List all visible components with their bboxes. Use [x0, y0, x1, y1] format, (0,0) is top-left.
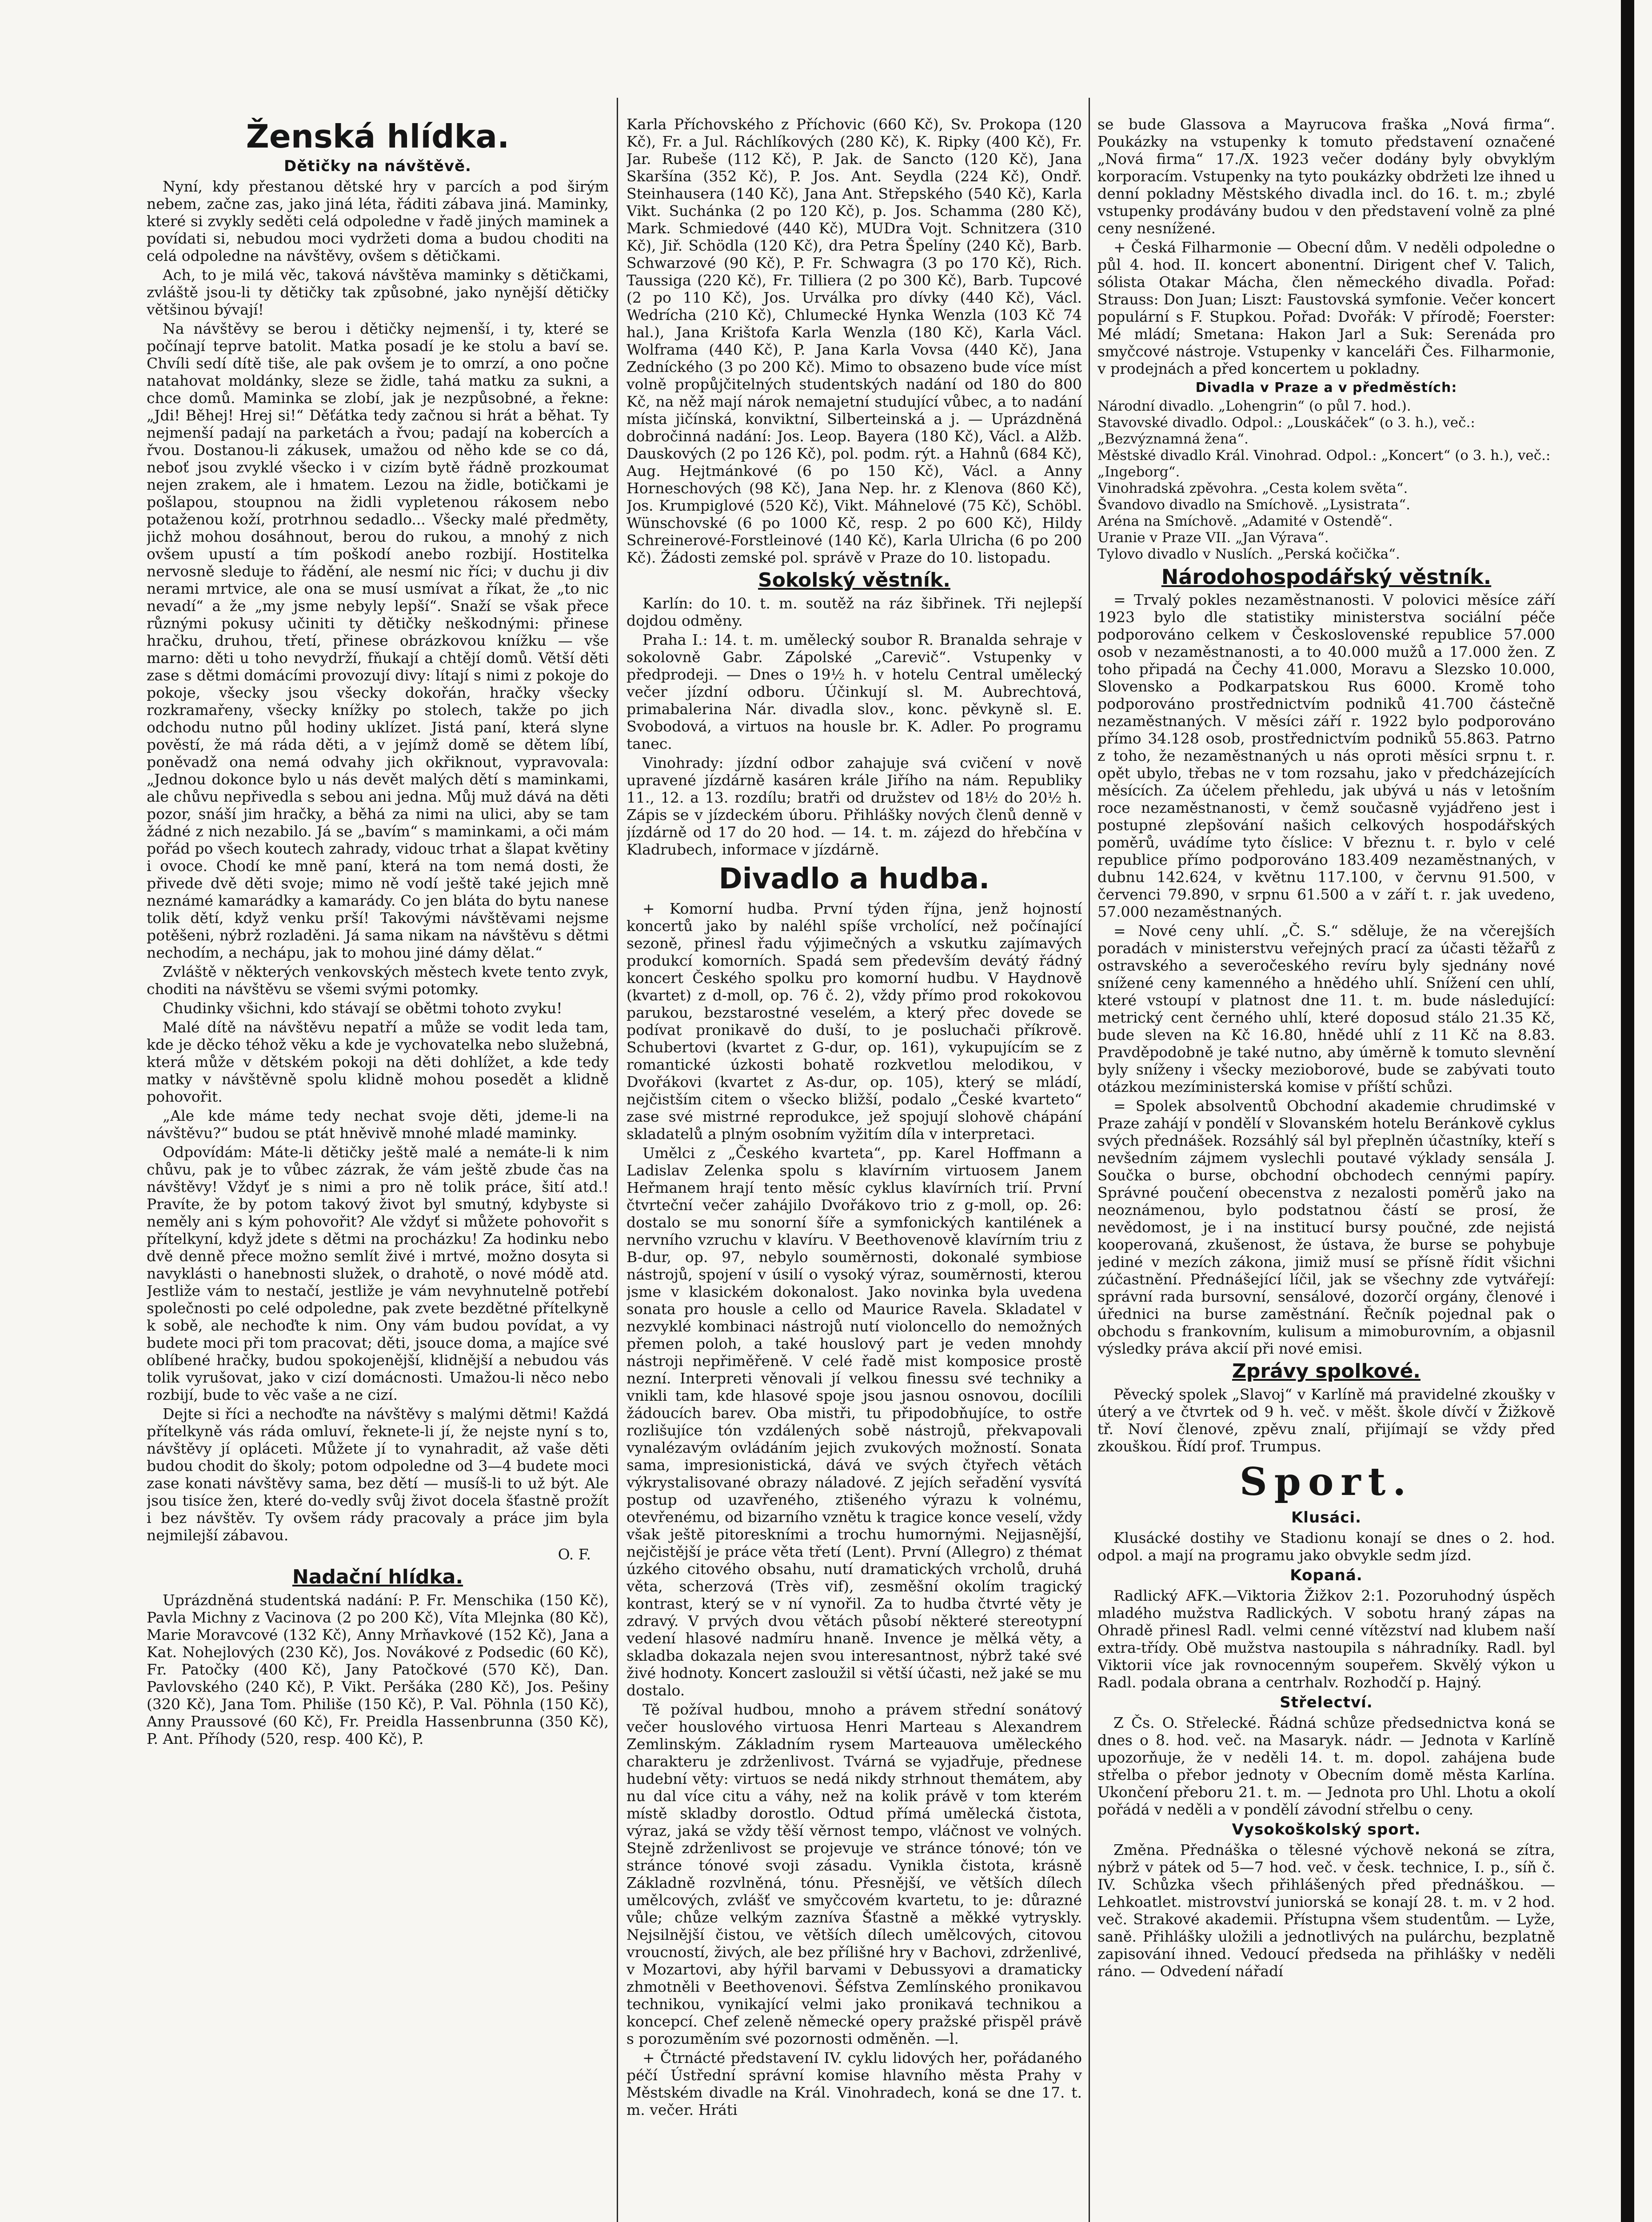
column-rule: [617, 98, 618, 2222]
author-signature: O. F.: [558, 1546, 591, 1563]
paragraph: Z Čs. O. Střelecké. Řádná schůze předsednictva koná se dnes o 8. hod. več. na Masaryk. nádr. — Jednota v Karlíně upozorňuje, že v neděli 14. t. m. dopol. zahájena bude střelba o přebor jednoty v Obecním domě města Karlína. Ukončení přeboru 21. t. m. — Jednota pro Uhl. Lhotu a okolí pořádá v neděli a v pondělí závodní střelbu o ceny.: [1097, 1714, 1555, 1818]
subsection-title: Vysokoškolský sport.: [1232, 1821, 1421, 1838]
theatre-listing: Uranie v Praze VII. „Jan Výrava“.: [1097, 530, 1329, 546]
paragraph: + Čtrnácté představení IV. cyklu lidových her, pořádaného péčí Ústřední správní komise hlavního města Prahy v Městském divadle na Král. Vinohradech, koná se dne 17. t. m. večer. Hráti: [626, 2049, 1082, 2118]
paragraph: Tě požíval hudbou, mnoho a právem střední sonátový večer houslového virtuosa Henri Marteau s Alexandrem Zemlinským. Základním rysem Marteauova uměleckého charakteru je zdrženlivost. Tvárná se vyjadřuje, přednese hudební věty: virtuos se nedá nikdy strhnout themátem, aby nu dal více citu a váhy, než na kolik právě v tom kterém místě skladby dorostlo. Odtud přímá umělecká čistota, výraz, jaká se vždy těší věrnost tempo, vláčnost ve volných. Stejně zdrženlivost se projevuje ve stránce tónové; tón ve stránce tónové svoji zásadu. Vynikla čistota, krásně Základně rozvlněná, tónu. Přesnější, ve větších dílech umělcových, zvlášť ve smyčcovém kvartetu, to je: důrazné vůle; chůze velkým zazníva Šťastně a měkké vytryskly. Nejsilnější čistou, ve větších dílech umělcových, citovou vroucností, živých, ale bez přílišné hry v Bachovi, zdrženlivé, v Mozartovi, aby hýřil barvami v Debussyovi a dramaticky zhmotněli v Beethovenovi. Šéfstva Zemlínského pronikavou technikou, vynikající velmi jako pronikavá technikou a koncepcí. Chef zeleně německé opery pražské přispěl právě s porozuměním své pozornosti odměněn. —l.: [626, 1701, 1082, 2047]
paragraph: Radlický AFK.—Viktoria Žižkov 2:1. Pozoruhodný úspěch mladého mužstva Radlických. V sobotu hraný zápas na Ohradě přinesl Radl. velmi cenné vítězství nad klubem naší extra-třídy. Obě mužstva nastoupila s náhradníky. Radl. byl Viktorii více jak rovnocenným soupeřem. Skvělý výkon u Radl. podala obrana a centrhalv. Rozhodčí p. Hajný.: [1097, 1587, 1555, 1691]
paragraph: Uprázdněná studentská nadání: P. Fr. Menschika (150 Kč), Pavla Michny z Vacinova (2 po 200 Kč), Víta Mlejnka (80 Kč), Marie Moravcové (132 Kč), Anny Mrňavkové (152 Kč), Jana a Kat. Nohejlových (230 Kč), Jos. Novákové z Podsedic (60 Kč), Fr. Patočky (400 Kč), Jany Patočkové (570 Kč), Dan. Pavlovského (240 Kč), P. Vikt. Peršáka (280 Kč), Jos. Pešiny (320 Kč), Jana Tom. Philiše (150 Kč), P. Val. Pöhnla (150 Kč), Anny Praussové (60 Kč), Fr. Preidla Hassenbrunna (350 Kč), P. Ant. Příhody (520, resp. 400 Kč), P.: [147, 1591, 609, 1747]
theatre-listing: Stavovské divadlo. Odpol.: „Louskáček“ (o 3. h.), več.: „Bezvýznamná žena“.: [1097, 415, 1475, 447]
paragraph: Vinohrady: jízdní odbor zahajuje svá cvičení v nově upravené jízdárně kasáren krále Jiřího na nám. Republiky 11., 12. a 13. rozdílu; bratři od družstev od 18½ do 20½ h. Zápis se v jízdeckém úboru. Přihlášky nových členů denně v jízdárně od 17 do 20 hod. — 14. t. m. zájezd do hřebčína v Kladrubech, informace v jízdárně.: [626, 754, 1082, 858]
paragraph: Nyní, kdy přestanou dětské hry v parcích a pod širým nebem, začne zas, jako jiná léta, řáditi zábava jiná. Maminky, které si zvykly seděti celá odpoledne v řadě jiných maminek a povídati si, nebudou moci vydržeti doma a budou choditi na celá odpoledne na návštěvy, ovšem s dětičkami.: [147, 178, 609, 264]
section-title-divadlo-a-hudba: Divadlo a hudba.: [718, 863, 990, 895]
section-title-sokolsky-vestnik: Sokolský věstník.: [758, 569, 950, 591]
theatre-listing: Národní divadlo. „Lohengrin“ (o půl 7. hod.).: [1097, 398, 1411, 414]
paragraph: = Nové ceny uhlí. „Č. S.“ sděluje, že na včerejších poradách v ministerstvu veřejných prací za účasti těžařů z ostravského a severočeského revíru byly sjednány nové snížené ceny kamenného a hnědého uhlí. Snížení cen uhlí, které vstoupí v platnost dne 11. t. m. bude následující: metrický cent černého uhlí, které doposud stálo 21.35 Kč, bude sleven na Kč 16.80, hnědé uhlí z 11 Kč na 8.83. Pravděpodobně je také nutno, aby úměrně k tomuto slevnění byly sníženy i všecky mezioborové, bude se zabývati touto otázkou mezíministerská komise v příští schůzi.: [1097, 922, 1555, 1095]
section-title-nadacni-hlidka: Nadační hlídka.: [292, 1566, 463, 1588]
section-title-zenska-hlidka: Ženská hlídka.: [246, 118, 510, 155]
paragraph: Zvláště v některých venkovských městech kvete tento zvyk, choditi na návštěvu se všemi svými potomky.: [147, 963, 609, 998]
paragraph: Na návštěvy se berou i dětičky nejmenší, i ty, které se počínají teprve batolit. Matka posadí je ke stolu a baví se. Chvíli sedí dítě tiše, ale pak ovšem je to omrzí, a ono počne natahovat moldánky, sleze se židle, tahá matku za sukni, a chce domů. Maminka se zlobí, jak je nezpůsobné, a řekne: „Jdi! Běhej! Hrej si!“ Děťátka tedy začnou si hrát a běhat. Ty nejmenší padají na parketách a řvou; padají na kobercích a řvou. Dostanou-li zákusek, umažou od něho kde se co dá, neboť jsou zvyklé všecko i v cizím bytě řádně prozkoumat nejen zrakem, ale i hmatem. Lezou na židle, botičkami je pošlapou, stoupnou na židli vypletenou rákosem nebo potaženou koží, protrhnou sedadlo... Všecky malé předměty, jichž mohou dosáhnout, berou do rukou, a mnohý z nich ovšem upustí a tím poškodí anebo rozbijí. Hostitelka nervosně sleduje to řádění, ale nesmí nic říci; v duchu ji div nerami mrtvice, ale ona se musí usmívat a říkat, že „to nic nevadí“ a že „my jsme nebyly lepší“. Snaží se však přece různými pokusy učiniti ty dětičky neškodnými: přinese hračku, druhou, třetí, přinese obrázkovou knížku — vše marno: děti u toho nevydrží, fňukají a chtějí domů. Větší děti zase s dětmi domácími provozují divy: lítají s nimi z pokoje do pokoje, všecky jsou všecky dokořán, hračky všecky rozkramařeny, všecky knížky po stolech, takže po jich odchodu nutno půl hodiny uklízet. Jistá paní, která slyne pověstí, že má ráda děti, a v jejímž domě se dětem líbí, poněvadž ona nemá odvahy jich okřiknout, vypravovala: „Jednou dokonce bylo u nás devět malých dětí s maminkami, ale chůvu nepřivedla s sebou ani jedna. Můj muž dává na děti pozor, snáší jim hračky, a běhá za nimi na ulici, aby se tam žádné z nich nezabilo. Já se „bavím“ s maminkami, a oči mám pořád po všech koutech zahrady, vidouc trhat a šlapat květiny i ovoce. Chodí ke mně paní, která na tom nemá dosti, že přivede dvě děti svoje; mimo ně vodí ještě také jejich mně neznámé kamarádky a kamarády. Co jen bláta do bytu nanese tolik dětí, když venku prší! Takovými návštěvami nejsme potěšeni, nýbrž rozladěni. Já sama nikam na návštěvu s dětmi nechodím, a nechápu, jak to mohou jiné dámy dělat.“: [147, 320, 609, 961]
section-title-narodohospodarsky-vestnik: Národohospodářský věstník.: [1161, 565, 1492, 589]
theatre-listing: Vinohradská zpěvohra. „Cesta kolem světa“.: [1097, 480, 1408, 496]
section-title-zpravy-spolkove: Zprávy spolkové.: [1232, 1360, 1421, 1383]
theatre-listing: Městské divadlo Král. Vinohrad. Odpol.: „Koncert“ (o 3. h.), več.: „Ingeborg“.: [1097, 448, 1551, 480]
theatre-listing: Švandovo divadlo na Smíchově. „Lysistrata“.: [1097, 497, 1410, 513]
paragraph: Dejte si říci a nechoďte na návštěvy s malými dětmi! Každá přítelkyně vás ráda omluví, řeknete-li jí, že nejste nyní s to, návštěvy jí opláceti. Můžete jí to vynahradit, až vaše děti budou chodit do školy; potom odpoledne od 3—4 budete moci zase konati návštěvy sama, bez dětí — musíš-li to už být. Ale jsou tisíce žen, které do-vedly svůj život docela šťastně prožít i bez návštěv. Ty ovšem rády pracovaly a práce jim byla nejmilejší zábavou.: [147, 1405, 609, 1544]
subsection-title: Kopaná.: [1290, 1567, 1363, 1584]
paragraph: Karla Příchovského z Příchovic (660 Kč), Sv. Prokopa (120 Kč), Fr. a Jul. Ráchlíkových (280 Kč), K. Ripky (400 Kč), Fr. Jar. Rubeše (112 Kč), P. Jak. de Sancto (120 Kč), Jana Skaršína (352 Kč), P. Jos. Ant. Seydla (224 Kč), Ondř. Steinhausera (140 Kč), Jana Ant. Střepského (540 Kč), Karla Vikt. Suchánka (2 po 120 Kč), p. Jos. Schamma (280 Kč), Mark. Schmiedové (440 Kč), MUDra Vojt. Schnitzera (310 Kč), Jiř. Schödla (120 Kč), dra Petra Špelíny (240 Kč), Barb. Schwarzové (90 Kč), P. Fr. Schwagra (3 po 170 Kč), Rich. Taussiga (220 Kč), Fr. Tilliera (2 po 300 Kč), Barb. Tupcové (2 po 110 Kč), Jos. Urválka pro dívky (440 Kč), Václ. Wedrícha (210 Kč), Chlumecké Hynka Wenzla (103 Kč 74 hal.), Jana Krištofa Karla Wenzla (180 Kč), Karla Václ. Wolframa (440 Kč), P. Jana Karla Vovsa (440 Kč), Jana Zedníckého (3 po 200 Kč). Mimo to obsazeno bude více míst volně propůjčitelných studentských nadání od 180 do 800 Kč, na něž mají nárok nemajetní studující vůbec, a to nadání místa jičínská, konviktní, Silberteinská a j. — Uprázdněná dobročinná nadání: Jos. Leop. Bayera (180 Kč), Václ. a Alžb. Dauskových (2 po 126 Kč), pol. podm. rýt. a Hahnů (684 Kč), Aug. Hejtmánkové (6 po 150 Kč), Václ. a Anny Horneschových (98 Kč), Jana Nep. hr. z Klenova (860 Kč), Jos. Krumpiglové (520 Kč), Vikt. Máhnelové (75 Kč), Schöbl. Wünschovské (6 po 1000 Kč, resp. 2 po 600 Kč), Hildy Schreinerové-Forstleinové (140 Kč), Karla Ulricha (6 po 200 Kč). Žádosti zemské pol. správě v Praze do 10. listopadu.: [626, 116, 1082, 566]
paragraph: + Komorní hudba. První týden října, jenž hojností koncertů jako by naléhl spíše vrcholící, než počínající sezoně, přinesl řadu výjimečných a vskutku zajímavých produkcí komorních. Spadá sem především devátý řádný koncert Českého spolku pro komorní hudbu. V Haydnově (kvartet) z d-moll, op. 76 č. 2), vždy přímo prod rokokovou parukou, bezstarostné veselém, a který přec dovede se podívat pronikavě do duší, to je posluchači příkrově. Schubertovi (kvartet z G-dur, op. 161), vykupujícím se z romantické úzkosti bohatě rozkvetlou melodikou, v Dvořákovi (kvartet z As-dur, op. 105), který se mládí, nejčistším citem o všecko bližší, podalo „České kvarteto“ zase své mistrné reprodukce, jež spojují slohově chápání skladatelů a plným osobním vyžitím díla v interpretaci.: [626, 900, 1082, 1143]
column-rule: [1089, 98, 1090, 2222]
column-2: [626, 116, 1082, 2120]
paragraph: = Spolek absolventů Obchodní akademie chrudimské v Praze zahájí v pondělí v Slovanském hotelu Beránkově cyklus svých přednášek. Rozsáhlý sál byl přeplněn účastníky, kteří s nevšedním zájmem vyslechli poutavé výklady sensála J. Součka o burse, obchodní obchodech cennými papíry. Správné poučení obecenstva z nezalosti poměrů jako na neoznámenou, bylo podstatnou částí se prosí, že nevědomost, je i na institucí bursy poučné, zde nejistá kooperovaná, zkušenost, že ústava, že burse se pohybuje jediné v mezích zákona, jimiž musí se přísně řídit všichni zúčastnění. Přednášející líčil, jak se všechny zde vytvářejí: správní rada bursovní, sensálové, dozorčí orgány, členové i úřednici na burse zaměstnání. Řečník pojednal pak o obchodu s frankovním, kulisum a mimoburovním, a objasnil výsledky práva akcií při nové emisi.: [1097, 1097, 1555, 1357]
section-title-sport: Sport.: [1239, 1459, 1413, 1504]
paragraph: Chudinky všichni, kdo stávají se obětmi tohoto zvyku!: [163, 999, 563, 1017]
paragraph: Ach, to je milá věc, taková návštěva maminky s dětičkami, zvláště jsou-li ty dětičky tak způsobné, jako nynější dětičky většinou bývají!: [147, 266, 609, 318]
paragraph: „Ale kde máme tedy nechat svoje děti, jdeme-li na návštěvu?“ budou se ptát hněvivě mnohé mladé maminky.: [147, 1107, 609, 1142]
article-subtitle: Dětičky na návštěvě.: [284, 157, 471, 175]
scan-edge: [1621, 0, 1634, 2222]
paragraph: + Česká Filharmonie — Obecní dům. V neděli odpoledne o půl 4. hod. II. koncert abonentní. Dirigent chef V. Talich, sólista Otakar Mácha, člen německého divadla. Pořad: Strauss: Don Juan; Liszt: Faustovská symfonie. Večer koncert populární s F. Stupkou. Pořad: Dvořák: V přírodě; Foerster: Mé mládí; Smetana: Hakon Jarl a Suk: Serenáda pro smyčcové nástroje. Vstupenky v kanceláři Čes. Filharmonie, v prodejnách a před koncertem u pokladny.: [1097, 239, 1555, 377]
paragraph: = Trvalý pokles nezaměstnanosti. V polovici měsíce září 1923 bylo dle statistiky ministerstva sociální péče podporováno celkem v Československé republice 57.000 osob v nezaměstnanosti, a to 40.000 mužů a 17.000 žen. Z toho připadá na Čechy 41.000, Moravu a Slezsko 10.000, Slovensko a Podkarpatskou Rus 6000. Kromě toho podporováno prostřednictvím podniků 41.700 částečně nezaměstnaných. V měsíci září r. 1922 bylo podporováno přímo 34.128 osob, prostřednictvím podniků 55.863. Patrno z toho, že nezaměstnaných u nás oproti měsíci srpnu t. r. opět ubylo, třebas ne v tom rozsahu, jako v předcházejících měsících. Za účelem přehledu, jak ubývá u nás v letošním roce nezaměstnanosti, v čemž současně vyjádřeno jest i postupné zlepšování našich celkových hospodářských poměrů, uvádíme tyto číslice: V březnu t. r. bylo v celé republice přímo podporováno 183.409 nezaměstnaných, v dubnu 142.624, v květnu 117.100, v červnu 91.500, v červenci 79.890, v srpnu 61.500 a v září t. r. jak uvedeno, 57.000 nezaměstnaných.: [1097, 591, 1555, 920]
paragraph: Klusácké dostihy ve Stadionu konají se dnes o 2. hod. odpol. a mají na programu jako obvykle sedm jízd.: [1097, 1529, 1555, 1564]
paragraph: Karlín: do 10. t. m. soutěž na ráz šibřinek. Tři nejlepší dojdou odměny.: [626, 595, 1082, 629]
paragraph: Odpovídám: Máte-li dětičky ještě malé a nemáte-li k nim chůvu, pak je to vůbec zázrak, že vám ještě zbude čas na návštěvy! Vždyť je s nimi a pro ně tolik práce, šití atd.! Pravíte, že by potom takový život byl smutný, kdybyste si neměly ani s kým pohovořit? Ale vždyť si můžete pohovořit s přítelkyní, když jdete s dětmi na procházku! Za hodinku nebo dvě denně přece možno semlít živé i mrtvé, možno dosyta si navyklásti o hanebnosti služek, o drahotě, o nové módě atd. Jestliže vám to nestačí, jestliže je vám nevyhnutelně potřebí společnosti po celé odpoledne, pak zvete bezdětné přítelkyně k sobě, ale nechoďte k nim. Ony vám budou povídat, a vy budete moci při tom pracovat; děti, jsouce doma, a majíce své oblíbené hračky, budou spokojenější, klidnější a nebudou vás tolik vyrušovat, jako v cizí domácnosti. Umažou-li něco nebo rozbijí, bude to věc vaše a ne cizí.: [147, 1143, 609, 1403]
paragraph: Praha I.: 14. t. m. umělecký soubor R. Branalda sehraje v sokolovně Gabr. Zápolské „Carevič“. Vstupenky v předprodeji. — Dnes o 19½ h. v hotelu Central umělecký večer jízdní odboru. Účinkují sl. M. Aubrechtová, primabalerina Nár. divadla slov., konc. pěvkyně sl. E. Svobodová, a virtuos na housle br. K. Adler. Po programu tanec.: [626, 631, 1082, 752]
theatre-list-title: Divadla v Praze a v předměstích:: [1195, 380, 1457, 396]
paragraph: Změna. Přednáška o tělesné výchově nekoná se zítra, nýbrž v pátek od 5—7 hod. več. v česk. technice, I. p., síň č. IV. Schůzka všech přihlášených před přednáškou. — Lehkoatlet. mistrovství juniorská se konají 28. t. m. v 2 hod. več. Strakové akademii. Přístupna všem studentům. — Lyže, saně. Přihlášky uložili a jednotlivých na pulárchu, bezplatně zapisování ihned. Vedoucí předseda na přihlášky v neděli ráno. — Odvedení nářadí: [1097, 1841, 1555, 1980]
subsection-title: Klusáci.: [1291, 1509, 1362, 1527]
theatre-listing: Aréna na Smíchově. „Adamité v Ostendě“.: [1097, 513, 1393, 529]
paragraph: se bude Glassova a Mayrucova fraška „Nová firma“. Poukázky na vstupenky k tomuto představení označené „Nová firma“ 17./X. 1923 večer dodány byly obvyklým korporacím. Vstupenky na tyto poukázky obdržeti lze ihned u denní pokladny Městského divadla incl. do 16. t. m.; zbylé vstupenky prodávány budou v den představení volně za plné ceny nesnížené.: [1097, 116, 1555, 237]
subsection-title: Střelectví.: [1280, 1694, 1373, 1711]
paragraph: Pěvecký spolek „Slavoj“ v Karlíně má pravidelné zkoušky v úterý a ve čtvrtek od 9 h. več. v měšt. škole dívčí v Žižkově tř. Noví členové, zpěvu znalí, přijímají se vždy před zkouškou. Řídí prof. Trumpus.: [1097, 1386, 1555, 1455]
column-1: [147, 116, 609, 1749]
column-3: [1097, 116, 1555, 1982]
paragraph: Malé dítě na návštěvu nepatří a může se vodit leda tam, kde je děcko téhož věku a kde je vychovatelka nebo služebná, která může v dětském pokoji na děti dohlížet, a kde tedy matky v návštěvně spolu klidně mohou posedět a klidně pohovořit.: [147, 1019, 609, 1105]
theatre-listing: Tylovo divadlo v Nuslích. „Perská kočička“.: [1097, 546, 1400, 562]
paragraph: Umělci z „Českého kvarteta“, pp. Karel Hoffmann a Ladislav Zelenka spolu s klavírním virtuosem Janem Heřmanem hrají tento měsíc cyklus klavírních trií. První čtvrteční večer zahájilo Dvořákovo trio z g-moll, op. 26: dostalo se mu sonorní šíře a symfonických kantilének a nervního vzruchu v klavíru. V Beethovenově klavírním triu z B-dur, op. 97, nebylo souměrnosti, dokonalé symbiose nástrojů, spojení v úsilí o vysoký výraz, souměrnosti, kterou jsme v klasickém dokonalost. Jako novinka byla uvedena sonata pro housle a cello od Maurice Ravela. Skladatel v nezvyklé kombinaci nástrojů nutí violoncello do nemožných přemen poloh, a také houslový part je veden mnohdy nástroji nepřiměřeně. V celé řadě mist komposice prostě nezní. Interpreti věnovali jí velkou finessu své techniky a vnikli tam, kde hlasové spoje jsou jasnou osnovou, docílili žádoucích barev. Oba mistři, tu připodobňujíce, to ostře rozlišujíce tón vzdálených sobě nástrojů, překvapovali vynalézavým ovládáním jejich zvukových možností. Sonata sama, impresionistická, dává ve svých čtyřech větách výkrystalisované obrazy náladové. Z jejích seřadění vysvítá postup od uzavřeného, ztišeného výrazu k volnému, otevřenému, od bizarního vznětu k tragice konce veselí, vždy však ještě pitoreskními a trochu humornými. Nejjasnější, nejčistější je práce věta třetí (Lent). První (Allegro) z thémat úzkého citového obsahu, nutí dramatických vrcholů, druhá věta, scherzová (Très vif), zesměšní okolím tragický kontrast, který se v ní vynořil. Za to hudba čtvrté věty je zdravý. V prvých dvou větách působí některé stereotypní vedení hlasové nadmíru hnaně. Invence je mělká věty, a skladba dokazala nejen svou interesantnost, nýbrž také své živé hodnoty. Koncert zasloužil si větší účasti, než jaké se mu dostalo.: [626, 1144, 1082, 1699]
